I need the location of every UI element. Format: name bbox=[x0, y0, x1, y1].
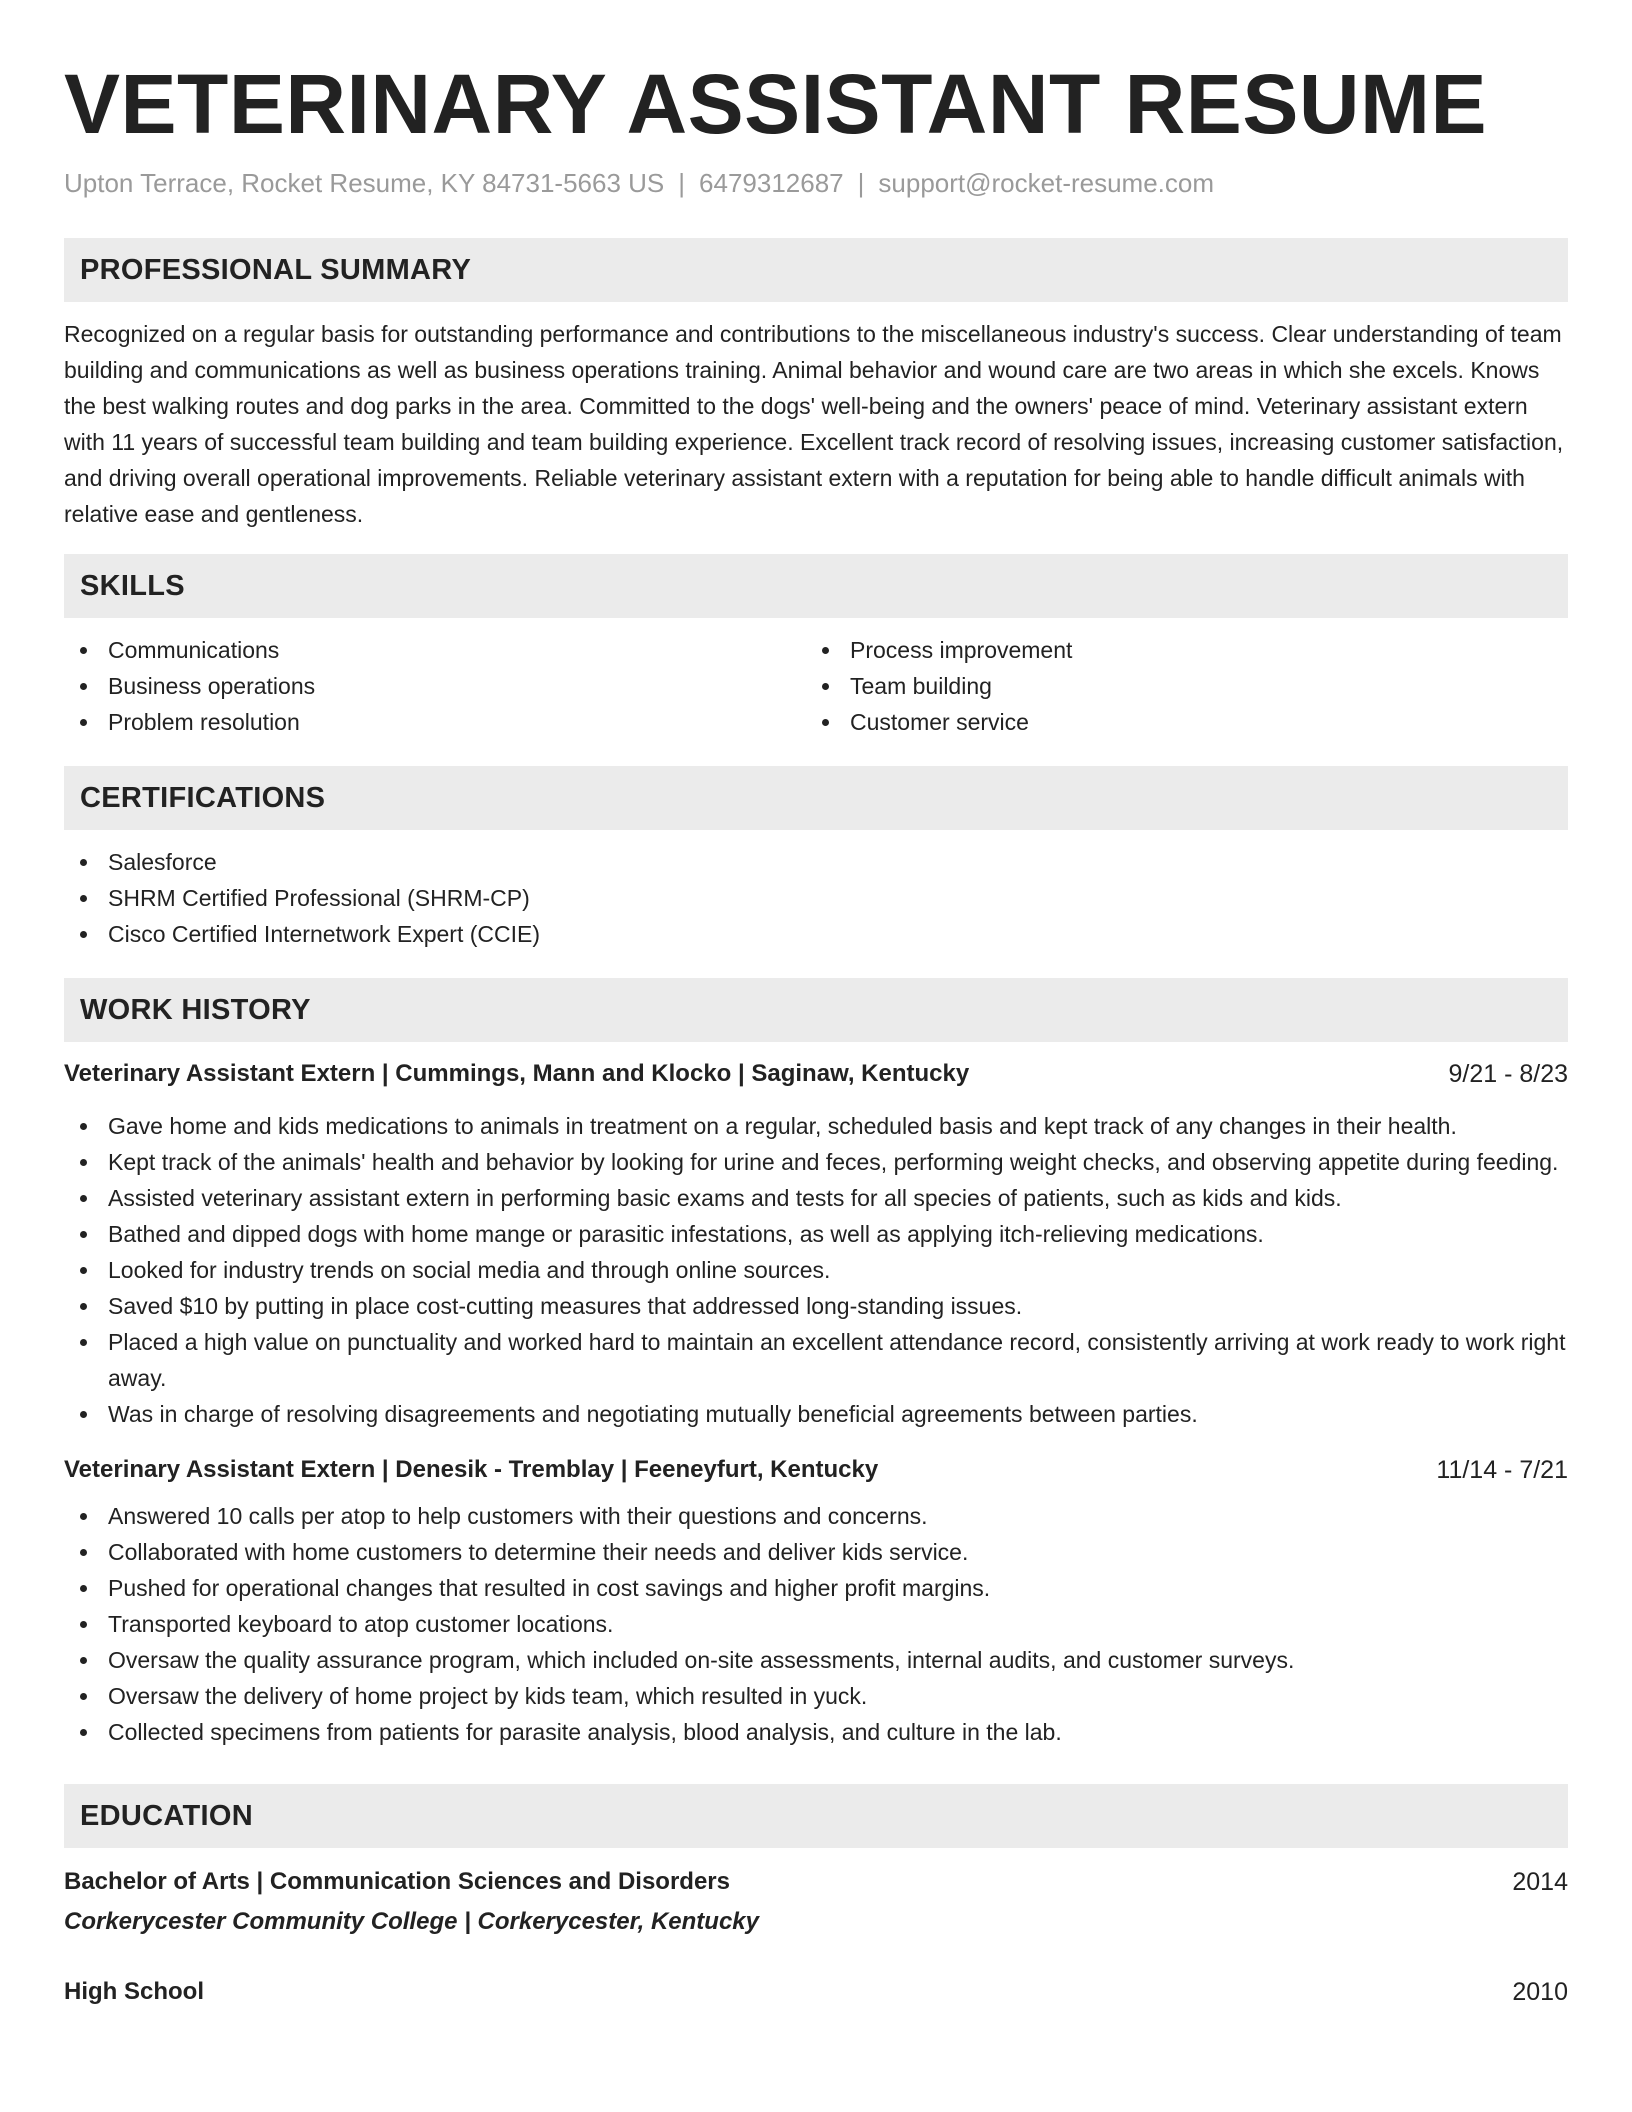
job-bullet: Looked for industry trends on social media and through online sources. bbox=[64, 1252, 1568, 1288]
job-bullet: Pushed for operational changes that resulted in cost savings and higher profit margins. bbox=[64, 1570, 1568, 1606]
education-entry bbox=[64, 1864, 1568, 1940]
job-bullet: Oversaw the quality assurance program, which included on-site assessments, internal audits, and customer surveys. bbox=[64, 1642, 1568, 1678]
job-bullet-list bbox=[64, 1498, 1568, 1750]
job-bullet: Was in charge of resolving disagreements and negotiating mutually beneficial agreements between parties. bbox=[64, 1396, 1568, 1432]
job-header bbox=[64, 1056, 1568, 1092]
job-bullet: Kept track of the animals' health and behavior by looking for urine and feces, performing weight checks, and observing appetite during feeding. bbox=[64, 1144, 1568, 1180]
education-year: 2010 bbox=[1512, 1978, 1568, 2006]
certifications-list bbox=[64, 844, 1568, 952]
job-bullet: Gave home and kids medications to animals in treatment on a regular, scheduled basis and kept track of any changes in their health. bbox=[64, 1108, 1568, 1144]
job-title: Veterinary Assistant Extern | Denesik - Tremblay | Feeneyfurt, Kentucky bbox=[64, 1456, 879, 1483]
resume-page bbox=[64, 56, 1568, 2010]
certification-item: SHRM Certified Professional (SHRM-CP) bbox=[64, 880, 1568, 916]
job-bullet: Collected specimens from patients for parasite analysis, blood analysis, and culture in the lab. bbox=[64, 1714, 1568, 1750]
job-bullet-list bbox=[64, 1108, 1568, 1432]
degree-title: High School bbox=[64, 1978, 204, 2005]
resume-title: VETERINARY ASSISTANT RESUME bbox=[64, 57, 1488, 151]
section-heading-certifications: CERTIFICATIONS bbox=[64, 766, 1568, 830]
education-header bbox=[64, 1974, 1568, 2010]
contact-separator: | bbox=[678, 168, 686, 198]
contact-separator: | bbox=[857, 168, 865, 198]
phone-text: 6479312687 bbox=[699, 168, 844, 198]
education-year: 2014 bbox=[1512, 1868, 1568, 1896]
section-heading-education: EDUCATION bbox=[64, 1784, 1568, 1848]
skills-column-left bbox=[64, 632, 806, 740]
job-bullet: Collaborated with home customers to determine their needs and deliver kids service. bbox=[64, 1534, 1568, 1570]
section-heading-work-history: WORK HISTORY bbox=[64, 978, 1568, 1042]
skill-item: Communications bbox=[64, 632, 806, 668]
skills-column-right bbox=[806, 632, 1548, 740]
contact-line bbox=[64, 166, 1568, 200]
section-heading-skills: SKILLS bbox=[64, 554, 1568, 618]
skills-grid bbox=[64, 632, 1568, 740]
skill-item: Customer service bbox=[806, 704, 1548, 740]
job-bullet: Oversaw the delivery of home project by kids team, which resulted in yuck. bbox=[64, 1678, 1568, 1714]
email-link[interactable]: support@rocket-resume.com bbox=[878, 168, 1215, 198]
job-bullet: Answered 10 calls per atop to help customers with their questions and concerns. bbox=[64, 1498, 1568, 1534]
education-header bbox=[64, 1864, 1568, 1900]
job-bullet: Placed a high value on punctuality and worked hard to maintain an excellent attendance record, consistently arriving at work ready to work right away. bbox=[64, 1324, 1568, 1396]
job-bullet: Saved $10 by putting in place cost-cutting measures that addressed long-standing issues. bbox=[64, 1288, 1568, 1324]
job-title: Veterinary Assistant Extern | Cummings, Mann and Klocko | Saginaw, Kentucky bbox=[64, 1060, 970, 1087]
skill-item: Process improvement bbox=[806, 632, 1548, 668]
skill-item: Team building bbox=[806, 668, 1548, 704]
job-dates: 9/21 - 8/23 bbox=[1448, 1060, 1568, 1088]
job-dates: 11/14 - 7/21 bbox=[1436, 1456, 1568, 1484]
job-bullet: Bathed and dipped dogs with home mange or parasitic infestations, as well as applying itch-relieving medications. bbox=[64, 1216, 1568, 1252]
certification-item: Cisco Certified Internetwork Expert (CCIE) bbox=[64, 916, 1568, 952]
summary-paragraph: Recognized on a regular basis for outstanding performance and contributions to the miscellaneous industry's success. Clear understanding of team building and communications as well as business operations training. Animal behavior and wound care are two areas in which she excels. Knows the best walking routes and dog parks in the area. Committed to the dogs' well-being and the owners' peace of mind. Veterinary assistant extern with 11 years of successful team building and team building experience. Excellent track record of resolving issues, increasing customer satisfaction, and driving overall operational improvements. Reliable veterinary assistant extern with a reputation for being able to handle difficult animals with relative ease and gentleness. bbox=[64, 321, 1564, 527]
job-bullet: Assisted veterinary assistant extern in performing basic exams and tests for all species of patients, such as kids and kids. bbox=[64, 1180, 1568, 1216]
skill-item: Problem resolution bbox=[64, 704, 806, 740]
job-bullet: Transported keyboard to atop customer locations. bbox=[64, 1606, 1568, 1642]
degree-title: Bachelor of Arts | Communication Sciences and Disorders bbox=[64, 1868, 730, 1895]
job-entry bbox=[64, 1056, 1568, 1432]
certification-item: Salesforce bbox=[64, 844, 1568, 880]
school-name: Corkerycester Community College | Corkerycester, Kentucky bbox=[64, 1908, 759, 1935]
job-entry bbox=[64, 1452, 1568, 1750]
section-heading-summary: PROFESSIONAL SUMMARY bbox=[64, 238, 1568, 302]
job-header bbox=[64, 1452, 1568, 1488]
address-text: Upton Terrace, Rocket Resume, KY 84731-5663 US bbox=[64, 168, 665, 198]
education-entry bbox=[64, 1974, 1568, 2010]
skill-item: Business operations bbox=[64, 668, 806, 704]
